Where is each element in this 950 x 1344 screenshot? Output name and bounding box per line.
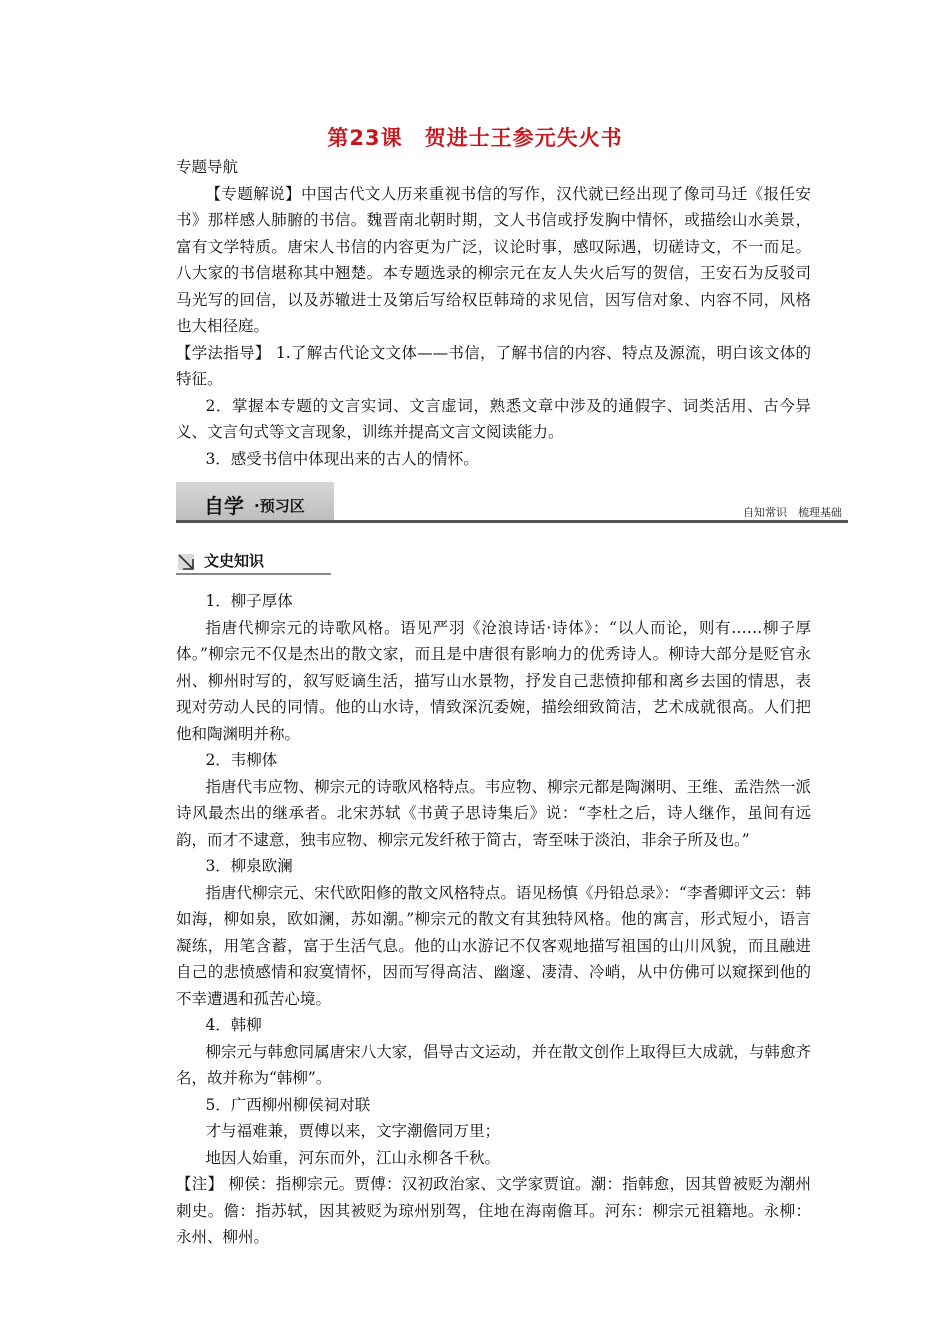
item-heading: 3．柳泉欧澜 (205, 857, 293, 875)
banner-subtitle: ·预习区 (254, 497, 305, 515)
guide-heading: 专题导航 (176, 158, 239, 176)
section-label: 文史知识 (204, 552, 265, 570)
note-label: 【注】 (176, 1175, 224, 1193)
couplet-line-1: 才与福难兼，贾傅以来，文字潮儋同万里； (205, 1122, 500, 1140)
xuefa-item-2: 2．掌握本专题的文言实词、文言虚词，熟悉文章中涉及的通假字、词类活用、古今异义、文言句式等文言现象，训练并提高文言文阅读能力。 (176, 396, 811, 441)
lesson-title: 第23课 贺进士王参元失火书 (327, 126, 623, 150)
banner-underline (176, 520, 848, 523)
item-heading: 4．韩柳 (205, 1016, 262, 1034)
knowledge-block (176, 588, 811, 1251)
item-body: 指唐代韦应物、柳宗元的诗歌风格特点。韦应物、柳宗元都是陶渊明、王维、孟浩然一派诗风最杰出的继承者。北宋苏轼《书黄子思诗集后》说：“李杜之后，诗人继作，虽间有远韵，而才不逮意，独韦应物、柳宗元发纤秾于简古，寄至味于淡泊，非余子所及也。” (176, 777, 811, 849)
item-heading: 1．柳子厚体 (205, 592, 293, 610)
banner-right-caption: 自知常识 梳理基础 (743, 506, 842, 519)
item-heading: 5．广西柳州柳侯祠对联 (205, 1095, 371, 1114)
section-heading (176, 548, 331, 576)
item-body: 指唐代柳宗元的诗歌风格。语见严羽《沧浪诗话·诗体》：“以人而论，则有……柳子厚体。”柳宗元不仅是杰出的散文家，而且是中唐很有影响力的优秀诗人。柳诗大部分是贬官永州、柳州时写的，叙写贬谪生活，描写山水景物，抒发自己悲愤抑郁和离乡去国的情思，表现对劳动人民的同情。他的山水诗，情致深沉委婉，描绘细致简洁，艺术成就很高。人们把他和陶渊明并称。 (176, 618, 811, 743)
guide-jiedu-paragraph (176, 181, 811, 340)
jiedu-text: 中国古代文人历来重视书信的写作，汉代就已经出现了像司马迁《报任安书》那样感人肺腑的书信。魏晋南北朝时期，文人书信或抒发胸中情怀，或描绘山水美景，富有文学特质。唐宋人书信的内容更为广泛，议论时事，感叹际遇，切磋诗文，不一而足。八大家的书信堪称其中翘楚。本专题选录的柳宗元在友人失火后写的贺信，王安石为反驳司马光写的回信，以及苏辙进士及第后写给权臣韩琦的求见信，因写信对象、内容不同，风格也大相径庭。 (176, 184, 811, 335)
corner-arrow-icon (178, 554, 194, 570)
section-underline (176, 573, 331, 575)
banner-title: 自学 (204, 494, 244, 518)
jiedu-label: 【专题解说】 (205, 184, 302, 203)
couplet-line-2: 地因人始重，河东而外，江山永柳各千秋。 (205, 1148, 500, 1167)
note-paragraph (176, 1171, 811, 1251)
xuefa-item-1: 1.了解古代论文文体——书信，了解书信的内容、特点及源流，明白该文体的特征。 (176, 343, 811, 388)
item-body: 指唐代柳宗元、宋代欧阳修的散文风格特点。语见杨慎《丹铅总录》：“李耆卿评文云：韩如海，柳如泉，欧如澜，苏如潮。”柳宗元的散文有其独特风格。他的寓言，形式短小，语言凝练，用笔含蓄，富于生活气息。他的山水游记不仅客观地描写祖国的山川风貌，而且融进自己的悲愤感情和寂寞情怀，因而写得高洁、幽邃、凄清、冷峭，从中仿佛可以窥探到他的不幸遭遇和孤苦心境。 (176, 883, 811, 1008)
item-heading: 2．韦柳体 (205, 751, 278, 769)
note-text: 柳侯：指柳宗元。贾傅：汉初政治家、文学家贾谊。潮：指韩愈，因其曾被贬为潮州刺史。儋：指苏轼，因其被贬为琼州别驾，住地在海南儋耳。河东：柳宗元祖籍地。永柳：永州、柳州。 (176, 1175, 811, 1246)
guide-xuefa-paragraph (176, 340, 811, 393)
xuefa-label: 【学法指导】 (176, 343, 271, 362)
xuefa-item-3: 3．感受书信中体现出来的古人的情怀。 (205, 449, 479, 468)
guide-block (176, 154, 811, 472)
section-banner (176, 482, 848, 524)
item-body: 柳宗元与韩愈同属唐宋八大家，倡导古文运动，并在散文创作上取得巨大成就，与韩愈齐名，故并称为“韩柳”。 (176, 1042, 811, 1087)
